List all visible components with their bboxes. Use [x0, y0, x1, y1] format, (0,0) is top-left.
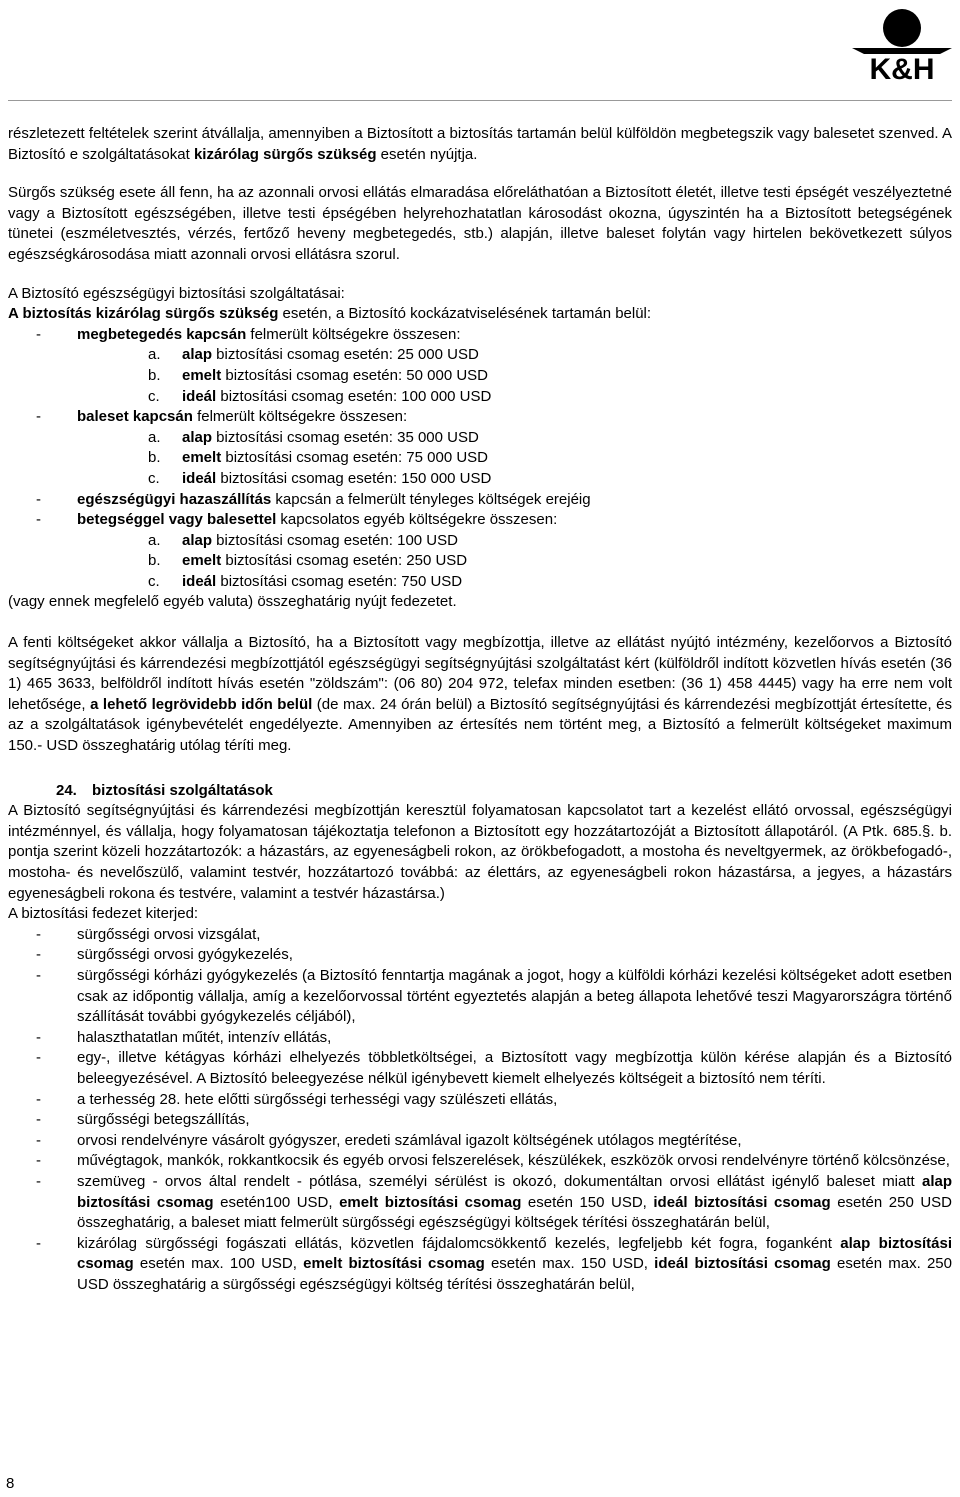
list-dash: - — [36, 966, 41, 984]
health-services-line: A biztosítás kizárólag sürgős szükség esetén, a Biztosító kockázatviselésének tartamán belül: — [8, 305, 652, 323]
intro-paragraph: részletezett feltételek szerint átvállalja, amennyiben a Biztosított a biztosítás tartamán belül külföldön megbetegszik vagy balesetet szenved. A Biztosító e szolgáltatásokat kizárólag sürgős szükség esetén nyújtja. — [8, 125, 952, 163]
limit-group-label: baleset kapcsán — [77, 408, 193, 426]
limit-item-amount: biztosítási csomag esetén: 35 000 USD — [212, 428, 479, 446]
limit-item-amount: biztosítási csomag esetén: 750 USD — [216, 572, 463, 590]
limit-item-letter: c. — [148, 572, 160, 590]
coverage-text: ideál biztosítási csomag — [654, 1255, 831, 1273]
list-dash: - — [36, 1049, 41, 1067]
kh-logo — [852, 4, 952, 84]
coverage-text: egy-, illetve kétágyas kórházi elhelyezés többletköltségei, a Biztosított vagy megbízottja külön kérése alapján és a Biztosító beleegyezésével. A Biztosító beleegyezése nélkül igénybevett kiemelt elhelyezés költségeit a biztosító nem téríti. — [77, 1049, 952, 1087]
list-dash: - — [36, 325, 41, 343]
coverage-text: a terhesség 28. hete előtti sürgősségi terhességi vagy szülészeti ellátás, — [77, 1090, 558, 1108]
coverage-text: emelt biztosítási csomag — [339, 1193, 522, 1211]
coverage-text: sürgősségi orvosi vizsgálat, — [77, 925, 261, 943]
coverage-text: esetén 250 USD összeghatárig, a baleset miatt felmerült sürgősségi egészségügyi költségek térítési összeghatárán belül, — [77, 1193, 952, 1232]
coverage-item — [8, 945, 952, 966]
urgent-need-paragraph: Sürgős szükség esete áll fenn, ha az azonnali orvosi ellátás elmaradása előreláthatóan a Biztosított életét, illetve testi épségét veszélyeztetné vagy a Biztosított egészségében, illetve testi épségében helyrehozhatatlan károsodást okozna, úgyszintén ha a Biztosított betegségének tünetei (eszméletvesztés, vérzés, fertőző heveny megbetegedés, stb.) alapján, illetve baleset folytán vagy hirtelen bekövetkezett súlyos egészségkárosodása miatt azonnali orvosi ellátásra szorul. — [8, 184, 952, 263]
limit-item-letter: a. — [148, 531, 161, 549]
limit-item-package: emelt — [182, 552, 222, 570]
coverage-item — [8, 1110, 952, 1131]
section-title: biztosítási szolgáltatások — [92, 781, 273, 799]
list-dash: - — [36, 1131, 41, 1149]
coverage-item — [8, 925, 952, 946]
limit-item — [8, 448, 952, 469]
limit-group — [8, 407, 952, 428]
limit-item-amount: biztosítási csomag esetén: 100 000 USD — [216, 387, 492, 405]
limit-item — [8, 551, 952, 572]
limit-item — [8, 572, 952, 593]
limit-item-letter: c. — [148, 469, 160, 487]
limit-item-letter: b. — [148, 552, 161, 570]
limit-item-package: alap — [182, 346, 213, 364]
header-divider — [8, 100, 952, 101]
limit-item-amount: biztosítási csomag esetén: 75 000 USD — [221, 449, 488, 467]
limit-item-amount: biztosítási csomag esetén: 150 000 USD — [216, 469, 492, 487]
limit-group — [8, 510, 952, 531]
coverage-text: ideál biztosítási csomag — [653, 1193, 831, 1211]
limit-item-amount: biztosítási csomag esetén: 100 USD — [212, 531, 458, 549]
coverage-text: orvosi rendelvényre vásárolt gyógyszer, eredeti számlával igazolt költségének utólagos megtérítése, — [77, 1131, 742, 1149]
limit-group-label: megbetegedés kapcsán — [77, 325, 247, 343]
coverage-text: esetén max. 250 USD összeghatárig a sürgősségi egészségügyi költség térítési összeghatárán belül, — [77, 1255, 952, 1293]
costs-paragraph: A fenti költségeket akkor vállalja a Biztosító, ha a Biztosított vagy megbízottja, illetve az ellátást nyújtó intézmény, kezelőorvos a Biztosító segítségnyújtási és kárrendezési megbízottjától egészségügyi segítségnyújtási szolgáltatást kért (külföldről indított közvetlen hívás esetén (36 1) 465 3633, belföldről indított hívás esetén "zöldszám": (06 80) 204 972, telefax minden esetben: (36 1) 458 4445) vagy ha erre nem volt lehetősége, a lehető legrövidebb időn belül (de max. 24 órán belül) a Biztosító segítségnyújtási és kárrendezési megbízottját értesítette, és az a szolgáltatások igénybevételét engedélyezte. Amennyiben az értesítés nem történt meg, a Biztosító a felmerült költségeket maximum 150.- USD összeghatárig utólag téríti meg. — [8, 634, 953, 755]
coverage-text: esetén max. 150 USD, — [484, 1255, 655, 1273]
limit-item-package: emelt — [182, 366, 222, 384]
list-dash: - — [36, 1028, 41, 1046]
coverage-item — [8, 1028, 952, 1049]
coverage-text: emelt biztosítási csomag — [303, 1255, 485, 1273]
limit-item-package: emelt — [182, 449, 222, 467]
limit-item-package: alap — [182, 428, 213, 446]
health-services-title: A Biztosító egészségügyi biztosítási szolgáltatásai: — [8, 284, 345, 302]
coverage-text: sürgősségi kórházi gyógykezelés (a Biztosító fenntartja magának a jogot, hogy a külföldi kórházi kezelési költségeket adott esetben csak az időpontig vállalja, amíg a kezelőorvossal történt egyeztetés alapján a beteg állapota lehetővé teszi Magyarországra történő szállítását további gyógykezelés céljából), — [77, 966, 952, 1026]
limit-item — [8, 387, 952, 408]
limit-item-package: ideál — [182, 469, 217, 487]
limit-item-amount: biztosítási csomag esetén: 250 USD — [221, 552, 468, 570]
page-number: 8 — [6, 1475, 15, 1492]
limit-item-amount: biztosítási csomag esetén: 25 000 USD — [212, 346, 479, 364]
coverage-item — [8, 1131, 952, 1152]
limit-group-text: kapcsán a felmerült tényleges költségek erejéig — [271, 490, 591, 508]
coverage-text: esetén 150 USD, — [521, 1193, 654, 1211]
limit-group-text: felmerült költségekre összesen: — [192, 408, 408, 426]
limit-group — [8, 325, 952, 346]
limit-item — [8, 469, 952, 490]
logo-text: K&H — [869, 53, 935, 84]
coverage-text: alap biztosítási csomag — [77, 1172, 952, 1211]
coverage-item — [8, 1151, 952, 1172]
coverage-text: sürgősségi orvosi gyógykezelés, — [77, 946, 293, 964]
limit-item — [8, 531, 952, 552]
section-heading — [8, 781, 952, 802]
limit-item-package: alap — [182, 531, 213, 549]
coverage-text: esetén max. 100 USD, — [133, 1255, 304, 1273]
coverage-item — [8, 1090, 952, 1111]
list-dash: - — [36, 408, 41, 426]
list-dash: - — [36, 511, 41, 529]
limit-group-text: felmerült költségekre összesen: — [246, 325, 461, 343]
limit-item-letter: b. — [148, 449, 161, 467]
list-dash: - — [36, 1172, 41, 1190]
limit-item — [8, 366, 952, 387]
coverage-item — [8, 1172, 952, 1234]
coverage-text: szemüveg - orvos által rendelt - pótlása, személyi sérülést is okozó, dokumentáltan orvosi ellátást igénylő baleset miatt — [77, 1172, 922, 1190]
limit-item-amount: biztosítási csomag esetén: 50 000 USD — [221, 366, 488, 384]
limit-item-package: ideál — [182, 387, 217, 405]
list-dash: - — [36, 1234, 41, 1252]
limits-list — [8, 325, 952, 593]
limit-item-package: ideál — [182, 572, 217, 590]
limit-item-letter: a. — [148, 346, 161, 364]
currency-note: (vagy ennek megfelelő egyéb valuta) összeghatárig nyújt fedezetet. — [8, 593, 457, 611]
section-number: 24. — [56, 781, 77, 799]
coverage-text: kizárólag sürgősségi fogászati ellátás, közvetlen fájdalomcsökkentő kezelés, legfeljebb két fogra, foganként — [77, 1234, 841, 1252]
limit-item — [8, 428, 952, 449]
list-dash: - — [36, 1090, 41, 1108]
section-paragraph: A Biztosító segítségnyújtási és kárrendezési megbízottján keresztül folyamatosan kapcsolatot tart a kezelést ellátó orvossal, egészségügyi intézménnyel, és vállalja, hogy folyamatosan tájékoztatja telefonon a Biztosított egy hozzátartozóját a Biztosított állapotáról. (A Ptk. 685.§. b. pontja szerint közeli hozzátartozók: a házastárs, az egyeneságbeli rokon, az örökbefogadott, a mostoha és neveltgyermek, az örökbefogadó-, mostoha- és nevelőszülő, valamint testvér, hozzátartozó továbbá: az élettárs, az egyeneságbeli rokon házastársa, a jegyes, a házastárs egyeneságbeli rokona és testvére, valamint a testvér házastársa.) — [8, 802, 952, 902]
coverage-text: művégtagok, mankók, rokkantkocsik és egyéb orvosi felszerelések, készülékek, eszközök orvosi rendelvényre történő kölcsönzése, — [77, 1152, 950, 1170]
document-body — [8, 124, 952, 1295]
limit-item-letter: a. — [148, 428, 161, 446]
limit-item-letter: c. — [148, 387, 160, 405]
limit-group — [8, 490, 952, 511]
coverage-item — [8, 966, 952, 1028]
limit-item — [8, 345, 952, 366]
coverage-title: A biztosítási fedezet kiterjed: — [8, 905, 199, 923]
coverage-text: halaszthatatlan műtét, intenzív ellátás, — [77, 1028, 332, 1046]
list-dash: - — [36, 1111, 41, 1129]
list-dash: - — [36, 490, 41, 508]
list-dash: - — [36, 946, 41, 964]
list-dash: - — [36, 1152, 41, 1170]
list-dash: - — [36, 925, 41, 943]
coverage-item — [8, 1048, 952, 1089]
coverage-text: esetén100 USD, — [213, 1193, 340, 1211]
coverage-list — [8, 925, 952, 1296]
limit-group-text: kapcsolatos egyéb költségekre összesen: — [276, 511, 558, 529]
coverage-text: alap biztosítási csomag — [77, 1234, 953, 1273]
coverage-text: sürgősségi betegszállítás, — [77, 1111, 250, 1129]
coverage-item — [8, 1234, 952, 1296]
limit-group-label: betegséggel vagy balesettel — [77, 511, 277, 529]
limit-group-label: egészségügyi hazaszállítás — [77, 490, 272, 508]
limit-item-letter: b. — [148, 366, 161, 384]
